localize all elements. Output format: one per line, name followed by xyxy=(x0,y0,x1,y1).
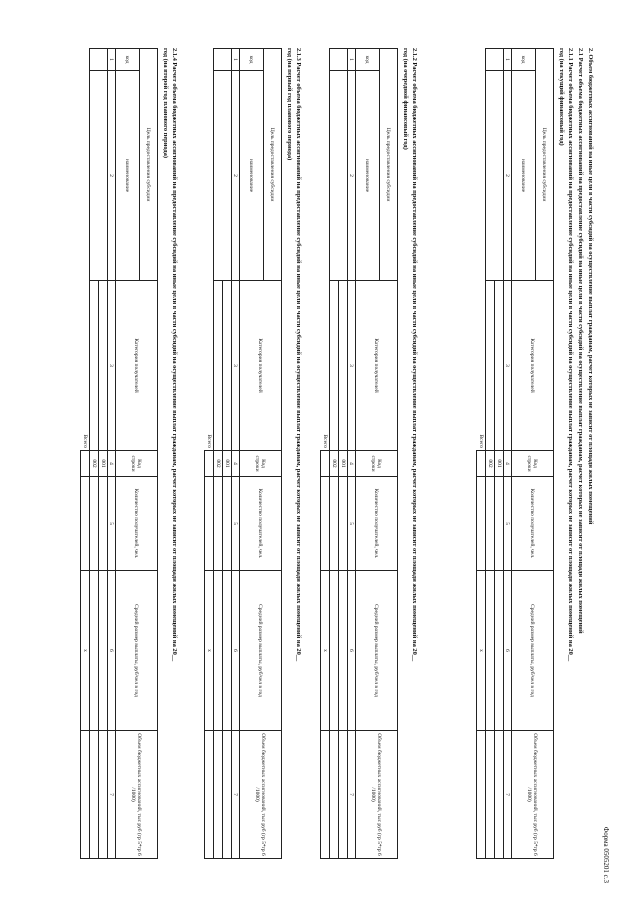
col-code: код xyxy=(356,49,380,71)
col-recipients: Количество получателей, чел. xyxy=(116,477,158,571)
cell-avg-payment[interactable] xyxy=(339,571,348,731)
total-label: Всего xyxy=(321,281,330,451)
total-recipients[interactable] xyxy=(321,477,330,571)
total-avg-payment: x xyxy=(81,571,90,731)
cell-recipients[interactable] xyxy=(486,477,495,571)
cell-category[interactable] xyxy=(486,281,495,451)
col-num: 3 xyxy=(348,281,356,451)
col-num: 4 xyxy=(504,451,512,477)
cell-volume[interactable] xyxy=(214,731,223,859)
col-name: наименование xyxy=(240,71,264,281)
cell-row-code: 001 xyxy=(339,451,348,477)
cell-row-code: 001 xyxy=(223,451,232,477)
col-num: 6 xyxy=(348,571,356,731)
total-volume[interactable] xyxy=(321,731,330,859)
section-1-title: 2.1.1 Расчет объема бюджетных ассигнований на предоставление субсидий на иные цели в части субсидий на осуществление выплат гражданам, расчет которых не зависит от площади жилых помещений на 20__ xyxy=(567,48,574,662)
cell-avg-payment[interactable] xyxy=(495,571,504,731)
cell-code[interactable] xyxy=(330,49,348,71)
cell-row-code: 002 xyxy=(486,451,495,477)
col-num: 1 xyxy=(232,49,240,71)
section-2-title: 2.1.2 Расчет объема бюджетных ассигнований на предоставление субсидий на иные цели в части субсидий на осуществление выплат гражданам, расчет которых не зависит от площади жилых помещений на 20__ xyxy=(411,48,418,662)
total-volume[interactable] xyxy=(477,731,486,859)
col-goal: Цель предоставления субсидии xyxy=(264,49,282,281)
cell-volume[interactable] xyxy=(223,731,232,859)
col-num: 7 xyxy=(108,731,116,859)
col-num: 3 xyxy=(232,281,240,451)
total-row-code xyxy=(205,451,214,477)
col-volume: Объем бюджетных ассигнований, тыс руб (гр 5*гр 6 /1000) xyxy=(240,731,282,859)
cell-volume[interactable] xyxy=(495,731,504,859)
col-goal: Цель предоставления субсидии xyxy=(536,49,554,281)
col-goal: Цель предоставления субсидии xyxy=(380,49,398,281)
col-row-code: Код строки xyxy=(240,451,282,477)
section-1-subtitle: год (на текущий финансовый год) xyxy=(558,48,565,146)
total-label: Всего xyxy=(81,281,90,451)
total-row-code xyxy=(81,451,90,477)
col-avg-payment: Средний размер выплаты, руб/чел в год xyxy=(512,571,554,731)
cell-name[interactable] xyxy=(214,71,232,281)
total-avg-payment: x xyxy=(205,571,214,731)
cell-recipients[interactable] xyxy=(339,477,348,571)
col-category: Категория получателей xyxy=(512,281,554,451)
col-row-code: Код строки xyxy=(356,451,398,477)
total-row-code xyxy=(477,451,486,477)
cell-row-code: 001 xyxy=(495,451,504,477)
col-row-code: Код строки xyxy=(512,451,554,477)
section-1-table xyxy=(476,48,554,859)
cell-row-code: 002 xyxy=(214,451,223,477)
total-recipients[interactable] xyxy=(205,477,214,571)
col-num: 2 xyxy=(232,71,240,281)
cell-volume[interactable] xyxy=(330,731,339,859)
col-num: 3 xyxy=(504,281,512,451)
section-2-subtitle: год (на очередной финансовый год) xyxy=(402,48,409,150)
total-volume[interactable] xyxy=(81,731,90,859)
col-avg-payment: Средний размер выплаты, руб/чел в год xyxy=(356,571,398,731)
col-row-code: Код строки xyxy=(116,451,158,477)
col-code: код xyxy=(512,49,536,71)
col-num: 6 xyxy=(504,571,512,731)
total-label: Всего xyxy=(477,281,486,451)
cell-recipients[interactable] xyxy=(99,477,108,571)
col-num: 6 xyxy=(232,571,240,731)
col-name: наименование xyxy=(116,71,140,281)
cell-recipients[interactable] xyxy=(90,477,99,571)
total-avg-payment: x xyxy=(321,571,330,731)
col-category: Категория получателей xyxy=(356,281,398,451)
total-recipients[interactable] xyxy=(81,477,90,571)
cell-recipients[interactable] xyxy=(495,477,504,571)
section-3-table xyxy=(204,48,282,859)
total-row-code xyxy=(321,451,330,477)
col-avg-payment: Средний размер выплаты, руб/чел в год xyxy=(240,571,282,731)
col-num: 5 xyxy=(348,477,356,571)
section-4-table xyxy=(80,48,158,859)
section-3-title: 2.1.3 Расчет объема бюджетных ассигнований на предоставление субсидий на иные цели в части субсидий на осуществление выплат гражданам, расчет которых не зависит от площади жилых помещений на 20__ xyxy=(295,48,302,662)
cell-category[interactable] xyxy=(330,281,339,451)
total-label: Всего xyxy=(205,281,214,451)
cell-volume[interactable] xyxy=(90,731,99,859)
cell-avg-payment[interactable] xyxy=(223,571,232,731)
total-avg-payment: x xyxy=(477,571,486,731)
col-recipients: Количество получателей, чел. xyxy=(240,477,282,571)
col-num: 6 xyxy=(108,571,116,731)
col-volume: Объем бюджетных ассигнований, тыс руб (гр 5*гр 6 /1000) xyxy=(356,731,398,859)
col-num: 3 xyxy=(108,281,116,451)
col-num: 7 xyxy=(504,731,512,859)
cell-category[interactable] xyxy=(223,281,232,451)
cell-recipients[interactable] xyxy=(330,477,339,571)
section-3-subtitle: год (на первый год планового периода) xyxy=(286,48,293,161)
col-num: 5 xyxy=(232,477,240,571)
cell-volume[interactable] xyxy=(486,731,495,859)
cell-recipients[interactable] xyxy=(214,477,223,571)
col-num: 1 xyxy=(504,49,512,71)
cell-recipients[interactable] xyxy=(223,477,232,571)
cell-volume[interactable] xyxy=(99,731,108,859)
cell-name[interactable] xyxy=(90,71,108,281)
col-category: Категория получателей xyxy=(240,281,282,451)
cell-category[interactable] xyxy=(214,281,223,451)
col-num: 4 xyxy=(108,451,116,477)
col-num: 1 xyxy=(348,49,356,71)
section-4-title: 2.1.4 Расчет объема бюджетных ассигнований на предоставление субсидий на иные цели в части субсидий на осуществление выплат гражданам, расчет которых не зависит от площади жилых помещений на 20__ xyxy=(171,48,178,662)
col-name: наименование xyxy=(356,71,380,281)
cell-avg-payment[interactable] xyxy=(90,571,99,731)
total-recipients[interactable] xyxy=(477,477,486,571)
col-num: 2 xyxy=(348,71,356,281)
cell-category[interactable] xyxy=(99,281,108,451)
cell-category[interactable] xyxy=(339,281,348,451)
col-num: 1 xyxy=(108,49,116,71)
cell-avg-payment[interactable] xyxy=(486,571,495,731)
col-num: 5 xyxy=(108,477,116,571)
col-num: 4 xyxy=(232,451,240,477)
cell-row-code: 002 xyxy=(330,451,339,477)
col-avg-payment: Средний размер выплаты, руб/чел в год xyxy=(116,571,158,731)
col-recipients: Количество получателей, чел. xyxy=(356,477,398,571)
heading-2-1: 2.1 Расчет объема бюджетных ассигнований на предоставление субсидий на иные цели в части субсидий на осуществление выплат гражданам, расчет которых не зависит от площади жилых помещений xyxy=(577,48,584,634)
col-num: 2 xyxy=(504,71,512,281)
total-volume[interactable] xyxy=(205,731,214,859)
cell-row-code: 002 xyxy=(90,451,99,477)
section-2-table xyxy=(320,48,398,859)
col-num: 7 xyxy=(232,731,240,859)
col-goal: Цель предоставления субсидии xyxy=(140,49,158,281)
col-recipients: Количество получателей, чел. xyxy=(512,477,554,571)
form-code: Форма 0505201 с.3 xyxy=(602,826,610,883)
col-num: 7 xyxy=(348,731,356,859)
col-code: код xyxy=(116,49,140,71)
cell-avg-payment[interactable] xyxy=(214,571,223,731)
col-volume: Объем бюджетных ассигнований, тыс руб (гр 5*гр 6 /1000) xyxy=(512,731,554,859)
col-code: код xyxy=(240,49,264,71)
cell-code[interactable] xyxy=(90,49,108,71)
cell-name[interactable] xyxy=(486,71,504,281)
section-4-subtitle: год (на второй год планового периода) xyxy=(162,48,169,158)
cell-code[interactable] xyxy=(214,49,232,71)
col-category: Категория получателей xyxy=(116,281,158,451)
heading-2: 2. Объем бюджетных ассигнований на иные цели в части субсидий на осуществление выплат гражданам, расчет которых не зависит от площади жилых помещений xyxy=(587,48,594,525)
col-volume: Объем бюджетных ассигнований, тыс руб (гр 5*гр 6 /1000) xyxy=(116,731,158,859)
cell-avg-payment[interactable] xyxy=(330,571,339,731)
cell-code[interactable] xyxy=(486,49,504,71)
cell-row-code: 001 xyxy=(99,451,108,477)
col-name: наименование xyxy=(512,71,536,281)
col-num: 4 xyxy=(348,451,356,477)
cell-avg-payment[interactable] xyxy=(99,571,108,731)
cell-name[interactable] xyxy=(330,71,348,281)
cell-category[interactable] xyxy=(495,281,504,451)
col-num: 2 xyxy=(108,71,116,281)
col-num: 5 xyxy=(504,477,512,571)
cell-category[interactable] xyxy=(90,281,99,451)
cell-volume[interactable] xyxy=(339,731,348,859)
